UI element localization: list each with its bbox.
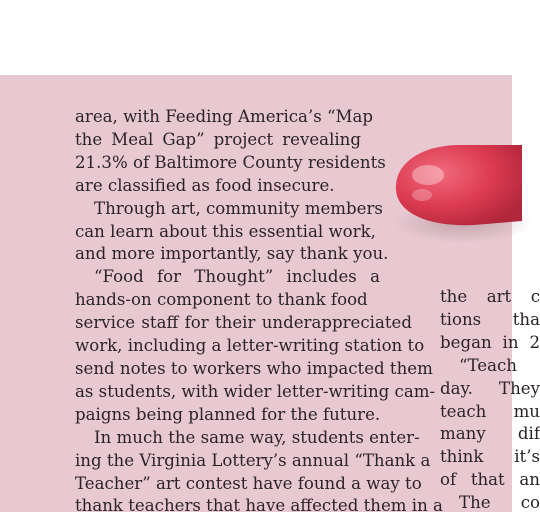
- text-line: paigns being planned for the future.: [75, 404, 381, 424]
- text-line: the Meal Gap” project revealing: [75, 129, 361, 149]
- text-line: are classified as food insecure.: [75, 175, 335, 195]
- text-line: teach mu: [440, 401, 540, 421]
- text-line: and more importantly, say thank you.: [75, 244, 389, 264]
- text-line: ing the Virginia Lottery’s annual “Thank a: [75, 450, 431, 470]
- text-line: the art c: [440, 287, 540, 306]
- text-line: In much the same way, students enter-: [94, 427, 420, 447]
- text-line: think it’s: [440, 447, 540, 467]
- text-line: tions tha: [440, 309, 540, 329]
- red-bowl-image: [382, 135, 522, 245]
- text-line: of that an: [440, 470, 540, 490]
- text-line: thank teachers that have affected them in a: [75, 496, 443, 516]
- left-column: [75, 106, 443, 518]
- text-line: “Teach: [459, 355, 517, 375]
- text-line: as students, with wider letter-writing cam-: [75, 381, 436, 401]
- text-line: 21.3% of Baltimore County residents: [75, 152, 386, 172]
- text-line: Through art, community members: [94, 198, 383, 218]
- text-line: service staff for their underappreciated: [75, 313, 412, 333]
- text-line: The co: [459, 493, 540, 513]
- text-line: day. They: [440, 378, 540, 398]
- text-line: began in 2: [440, 332, 540, 352]
- text-line: area, with Feeding America’s “Map: [75, 107, 374, 126]
- right-column: [440, 286, 540, 515]
- text-line: work, including a letter-writing station to: [75, 336, 425, 356]
- text-line: hands-on component to thank food: [75, 290, 368, 310]
- text-line: can learn about this essential work,: [75, 221, 376, 241]
- document-page: [0, 75, 540, 516]
- text-line: send notes to workers who impacted them: [75, 358, 433, 378]
- text-line: “Food for Thought” includes a: [94, 267, 380, 287]
- text-line: many dif: [440, 424, 540, 444]
- text-line: Teacher” art contest have found a way to: [75, 473, 422, 493]
